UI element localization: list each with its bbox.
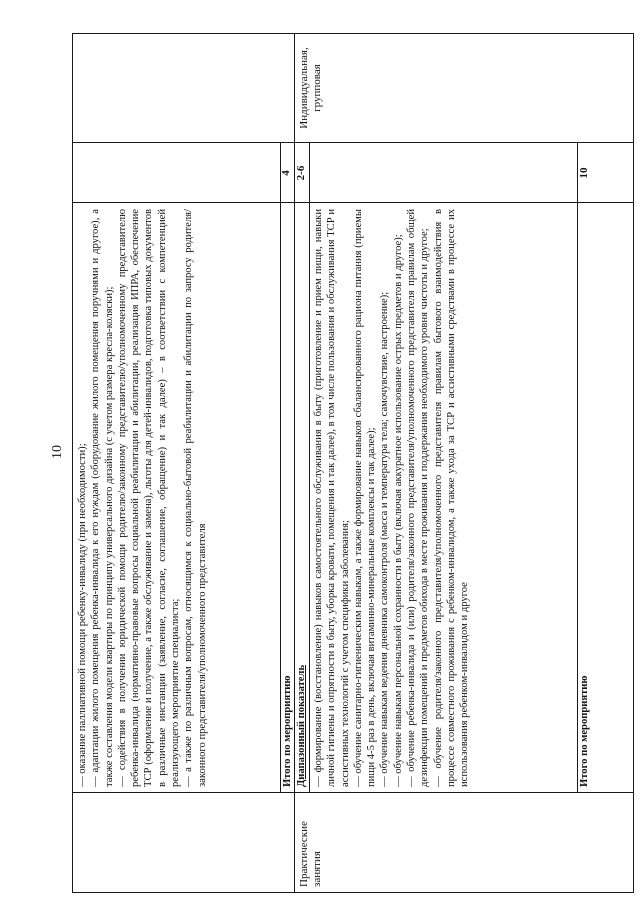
section-label: Практические занятия [298,821,323,887]
rotated-table [72,33,634,893]
page-number: 10 [50,445,65,459]
activity-list-1 [76,209,209,787]
table-border-right [72,33,634,34]
range-label: Диапазонный показатель [296,664,307,787]
total-value-2: 10 [578,167,590,179]
list-item: — обучение навыкам ведения дневника самоконтроля (масса и температура тела; самочувствие, настроение); [379,291,391,787]
list-item: — а также по различным вопросам, относящимся к социально-бытовой реабилитации и абилитации по запросу родителя/законного представителя/уполномоченного представителя [183,209,208,787]
list-item: — обучение навыкам персональной сохранности в быту (включая аккуратное использование острых предметов и другое); [392,234,404,787]
row-divider-block2 [309,143,310,793]
list-item: — обучение родителя/законного представителя/уполномоченного представителя правилам бытового взаимодействия в процессе совместного проживания с ребенком-инвалидом, а также ухода за ТСР и ассистивными средствами в процессе их использования ребенком-инвалидом и другое [432,209,471,787]
list-item: — оказание паллиативной помощи ребенку-инвалиду (при необходимости); [77,443,88,787]
list-item: — обучение санитарно-гигиеническим навыкам, а также формирование навыков сбалансированного рациона питания (приемы пищи 4-5 раз в день, включая витаминно-минеральные комплексы и так далее); [352,209,378,787]
column-divider-3 [72,142,634,143]
column-divider-2 [72,202,634,203]
table-border-left [72,892,634,893]
activity-list-2 [312,209,472,787]
column-divider-1 [72,792,634,793]
list-item: — обучение ребенка-инвалида и (или) родителя/законного представителя/уполномоченного представителя правилам общей дезинфекции помещений и предметов обихода в месте проживания и поддержания необходимого уровня чистоты и другое; [406,209,431,787]
list-item: — формирование (восстановление) навыков самостоятельного обслуживания в быту (приготовление и прием пищи, навыки личной гигиены и опрятности в быту, уборка кровати, помещения и так далее), в том числе пользования и обслуживания ТСР и ассистивных технологий с учетом специфики заболевания; [313,209,351,787]
list-item: — адаптации жилого помещения ребенка-инвалида к его нуждам (оборудование жилого помещения поручнями и другое), а также составления модели квартиры по принципу универсального дизайна (с учетом размера кресла-коляски); [90,209,115,787]
table-border-bottom [633,33,634,893]
list-item: — содействия в получении юридической помощи родителю/законному представителю/уполномоченному представителю ребенка-инвалида (нормативно-правовые вопросы социальной реабилитации и абилитации, реализация ИПРА, обеспечение ТСР (оформление и получение, а также обслуживание и замена), льготы для детей-инвалидов, подготовка типовых документов в различные инстанции (заявление, согласие, соглашение, обращение) и так далее) – в соответствии с компетенцией реализующего мероприятие специалиста; [116,209,182,787]
total-label-2: Итого по мероприятию [579,675,590,787]
table-border-top [72,33,73,893]
range-value: 2-6 [295,165,307,181]
total-label-1: Итого по мероприятию [282,675,293,787]
total-value-1: 4 [280,170,292,176]
form-label: Индивидуальная, групповая [298,47,323,129]
